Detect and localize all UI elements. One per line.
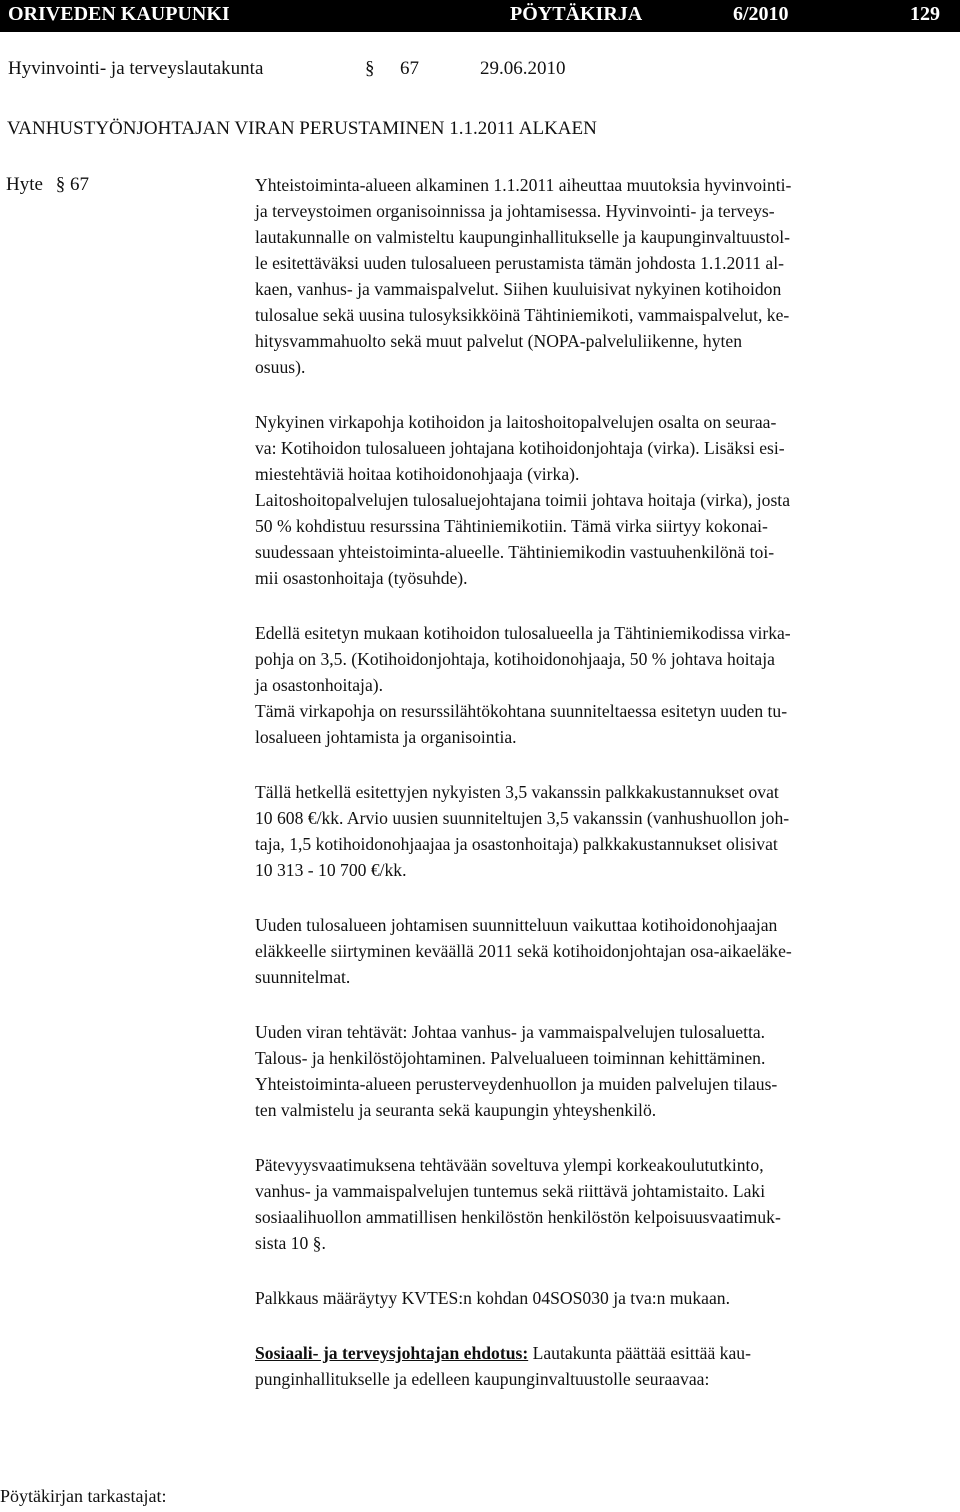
section-reference [6, 174, 89, 196]
text-line: ja terveystoimen organisoinnissa ja johtamisessa. Hyvinvointi- ja terveys- [255, 201, 775, 221]
text-line: taja, 1,5 kotihoidonohjaajaa ja osastonhoitaja) palkkakustannukset olisivat [255, 834, 778, 854]
text-line: miestehtäviä hoitaa kotihoidonohjaaja (virka). [255, 464, 580, 484]
text-line: le esitettäväksi uuden tulosalueen perustamista tämän johdosta 1.1.2011 al- [255, 253, 784, 273]
text-line: sosiaalihuollon ammatillisen henkilöstön henkilöstön kelpoisuusvaatimuk- [255, 1207, 781, 1227]
text-line: osuus). [255, 357, 306, 377]
text-line: suunnitelmat. [255, 967, 351, 987]
text-line: Uuden viran tehtävät: Johtaa vanhus- ja vammaispalvelujen tulosaluetta. [255, 1022, 766, 1042]
section-symbol: § [365, 58, 375, 79]
proposal-first-line [255, 1340, 945, 1366]
text-line: Laitoshoitopalvelujen tulosaluejohtajana toimii johtava hoitaja (virka), josta [255, 490, 791, 510]
header-bar [0, 0, 960, 32]
minutes-reviewers-label: Pöytäkirjan tarkastajat: [0, 1486, 167, 1506]
proposal-text: Lautakunta päättää esittää kau- [528, 1343, 751, 1363]
document-body [255, 172, 945, 1392]
text-line: suudessaan yhteistoiminta-alueelle. Tähtiniemikodin vastuuhenkilönä toi- [255, 542, 775, 562]
text-line: tulosalue sekä uusina tulosyksikköinä Tähtiniemikoti, vammaispalvelut, ke- [255, 305, 790, 325]
text-line: 10 313 - 10 700 €/kk. [255, 860, 407, 880]
paragraph-qualifications [255, 1152, 945, 1256]
text-line: hitysvammahuolto sekä muut palvelut (NOPA-palveluliikenne, hyten [255, 331, 743, 351]
paragraph-duties [255, 1019, 945, 1123]
text-line: ten valmistelu ja seuranta sekä kaupungin yhteyshenkilö. [255, 1100, 657, 1120]
municipality-name: ORIVEDEN KAUPUNKI [8, 3, 230, 25]
text-line: Yhteistoiminta-alueen alkaminen 1.1.2011 aiheuttaa muutoksia hyvinvointi- [255, 175, 792, 195]
text-line: mii osastonhoitaja (työsuhde). [255, 568, 468, 588]
page-title: VANHUSTYÖNJOHTAJAN VIRAN PERUSTAMINEN 1.1.2011 ALKAEN [7, 118, 597, 139]
text-line: losalueen johtamista ja organisointia. [255, 727, 517, 747]
text-line: kaen, vanhus- ja vammaispalvelut. Siihen kuuluisivat nykyinen kotihoidon [255, 279, 782, 299]
text-line: Nykyinen virkapohja kotihoidon ja laitoshoitopalvelujen osalta on seuraa- [255, 412, 777, 432]
text-line: ja osastonhoitaja). [255, 675, 384, 695]
text-line: 10 608 €/kk. Arvio uusien suunniteltujen 3,5 vakanssin (vanhushuollon joh- [255, 808, 790, 828]
section-label: Hyte [6, 174, 43, 195]
section-ref-number: 67 [69, 174, 89, 195]
document-number: 6/2010 [733, 3, 789, 25]
committee-name: Hyvinvointi- ja terveyslautakunta [8, 58, 264, 79]
text-line: lautakunnalle on valmisteltu kaupunginhallitukselle ja kaupunginvaltuustol- [255, 227, 791, 247]
section-ref-symbol: § [55, 174, 66, 195]
text-line: punginhallitukselle ja edelleen kaupunginvaltuustolle seuraavaa: [255, 1369, 710, 1389]
document-type: PÖYTÄKIRJA [510, 3, 643, 25]
meeting-date: 29.06.2010 [480, 58, 566, 79]
text-line: Yhteistoiminta-alueen perusterveydenhuollon ja muiden palvelujen tilaus- [255, 1074, 778, 1094]
text-line: vanhus- ja vammaispalvelujen tuntemus sekä riittävä johtamistaito. Laki [255, 1181, 766, 1201]
text-line: sista 10 §. [255, 1233, 326, 1253]
text-line: Edellä esitetyn mukaan kotihoidon tulosalueella ja Tähtiniemikodissa virka- [255, 623, 791, 643]
paragraph-background [255, 172, 945, 380]
text-line: 50 % kohdistuu resurssina Tähtiniemikotiin. Tämä virka siirtyy kokonai- [255, 516, 768, 536]
text-line: Pätevyysvaatimuksena tehtävään soveltuva ylempi korkeakoulututkinto, [255, 1155, 764, 1175]
text-line: eläkkeelle siirtyminen keväällä 2011 sekä kotihoidonjohtajan osa-aikaeläke- [255, 941, 792, 961]
text-line: Tällä hetkellä esitettyjen nykyisten 3,5 vakanssin palkkakustannukset ovat [255, 782, 779, 802]
proposal-label: Sosiaali- ja terveysjohtajan ehdotus: [255, 1343, 529, 1363]
section-number: 67 [400, 58, 419, 79]
paragraph-position-base [255, 620, 945, 750]
text-line: Talous- ja henkilöstöjohtaminen. Palvelualueen toiminnan kehittäminen. [255, 1048, 766, 1068]
text-line: pohja on 3,5. (Kotihoidonjohtaja, kotihoidonohjaaja, 50 % johtava hoitaja [255, 649, 775, 669]
paragraph-pay [255, 1285, 945, 1311]
text-line: Tämä virkapohja on resurssilähtökohtana suunniteltaessa esitetyn uuden tu- [255, 701, 788, 721]
paragraph-planning [255, 912, 945, 990]
page-number: 129 [910, 3, 940, 25]
text-line: Uuden tulosalueen johtamisen suunnitteluun vaikuttaa kotihoidonohjaajan [255, 915, 778, 935]
paragraph-salary-costs [255, 779, 945, 883]
text-line: Palkkaus määräytyy KVTES:n kohdan 04SOS030 ja tva:n mukaan. [255, 1288, 730, 1308]
text-line: va: Kotihoidon tulosalueen johtajana kotihoidonjohtaja (virka). Lisäksi esi- [255, 438, 785, 458]
paragraph-current-positions [255, 409, 945, 591]
paragraph-proposal [255, 1340, 945, 1392]
